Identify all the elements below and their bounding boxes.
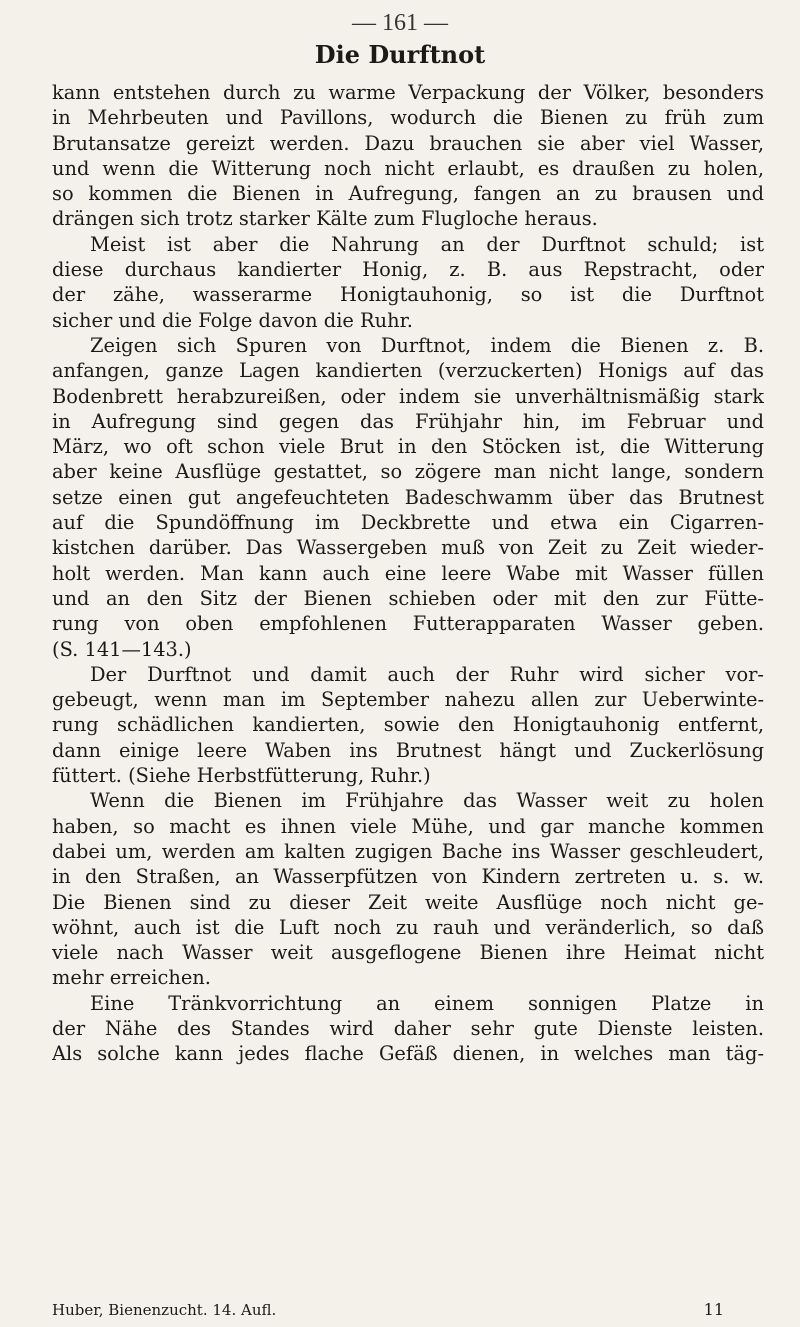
text-line: haben, so macht es ihnen viele Mühe, und gar manche kommen	[52, 814, 764, 838]
text-line: anfangen, ganze Lagen kandierten (verzuckerten) Honigs auf das	[52, 359, 764, 383]
text-line: drängen sich trotz starker Kälte zum Flugloche heraus.	[52, 207, 598, 231]
text-line: holt werden. Man kann auch eine leere Wabe mit Wasser füllen	[52, 561, 764, 585]
text-line: dann einige leere Waben ins Brutnest hängt und Zuckerlösung	[52, 738, 764, 762]
text-line: März, wo oft schon viele Brut in den Stöcken ist, die Witterung	[52, 435, 764, 459]
page-footer	[52, 1298, 764, 1322]
text-line: der zähe, wasserarme Honigtauhonig, so ist die Durftnot	[52, 283, 764, 307]
text-line: mehr erreichen.	[52, 966, 211, 990]
text-line: Eine Tränkvorrichtung an einem sonnigen Platze in	[90, 991, 764, 1015]
text-line: Der Durftnot und damit auch der Ruhr wird sicher vor-	[90, 662, 764, 686]
sheet-number: 11	[703, 1300, 724, 1319]
printer-signature: Huber, Bienenzucht. 14. Aufl.	[52, 1301, 277, 1319]
section-title: Die Durftnot	[314, 40, 486, 69]
text-line: gebeugt, wenn man im September nahezu allen zur Ueberwinte-	[52, 688, 764, 712]
text-line: sicher und die Folge davon die Ruhr.	[52, 308, 413, 332]
text-line: Als solche kann jedes flache Gefäß dienen, in welches man täg-	[52, 1042, 764, 1066]
text-line: Bodenbrett herabzureißen, oder indem sie unverhältnismäßig stark	[52, 384, 764, 408]
text-line: füttert. (Siehe Herbstfütterung, Ruhr.)	[52, 764, 431, 788]
text-line: rung von oben empfohlenen Futterapparaten Wasser geben.	[52, 612, 764, 636]
text-line: Zeigen sich Spuren von Durftnot, indem die Bienen z. B.	[90, 333, 764, 357]
text-line: in Aufregung sind gegen das Frühjahr hin, im Februar und	[52, 409, 764, 433]
text-line: und wenn die Witterung noch nicht erlaubt, es draußen zu holen,	[52, 156, 764, 180]
text-line: so kommen die Bienen in Aufregung, fangen an zu brausen und	[52, 182, 764, 206]
text-line: der Nähe des Standes wird daher sehr gute Dienste leisten.	[52, 1016, 764, 1040]
body-text	[52, 80, 764, 1067]
text-line: dabei um, werden am kalten zugigen Bache ins Wasser geschleudert,	[52, 839, 764, 863]
text-line: in den Straßen, an Wasserpfützen von Kindern zertreten u. s. w.	[52, 865, 764, 889]
text-line: in Mehrbeuten und Pavillons, wodurch die Bienen zu früh zum	[52, 106, 764, 130]
text-line: auf die Spundöffnung im Deckbrette und etwa ein Cigarren-	[52, 511, 764, 535]
text-line: Brutansatze gereizt werden. Dazu brauchen sie aber viel Wasser,	[52, 131, 764, 155]
text-line: und an den Sitz der Bienen schieben oder mit den zur Fütte-	[52, 586, 764, 610]
text-line: setze einen gut angefeuchteten Badeschwamm über das Brutnest	[52, 485, 764, 509]
text-line: rung schädlichen kandierten, sowie den Honigtauhonig entfernt,	[52, 713, 764, 737]
text-line: Wenn die Bienen im Frühjahre das Wasser weit zu holen	[90, 789, 764, 813]
text-line: aber keine Ausflüge gestattet, so zögere man nicht lange, sondern	[52, 460, 764, 484]
text-line: (S. 141—143.)	[52, 637, 192, 661]
text-line: viele nach Wasser weit ausgeflogene Bienen ihre Heimat nicht	[52, 941, 764, 965]
text-line: kann entstehen durch zu warme Verpackung der Völker, besonders	[52, 81, 764, 104]
text-line: kistchen darüber. Das Wassergeben muß von Zeit zu Zeit wieder-	[52, 536, 764, 560]
text-line: Meist ist aber die Nahrung an der Durftnot schuld; ist	[90, 232, 764, 256]
page-number: — 161 —	[352, 10, 448, 36]
text-line: Die Bienen sind zu dieser Zeit weite Ausflüge noch nicht ge-	[52, 890, 764, 914]
text-line: wöhnt, auch ist die Luft noch zu rauh und veränderlich, so daß	[52, 915, 764, 939]
text-line: diese durchaus kandierter Honig, z. B. aus Repstracht, oder	[52, 258, 764, 282]
